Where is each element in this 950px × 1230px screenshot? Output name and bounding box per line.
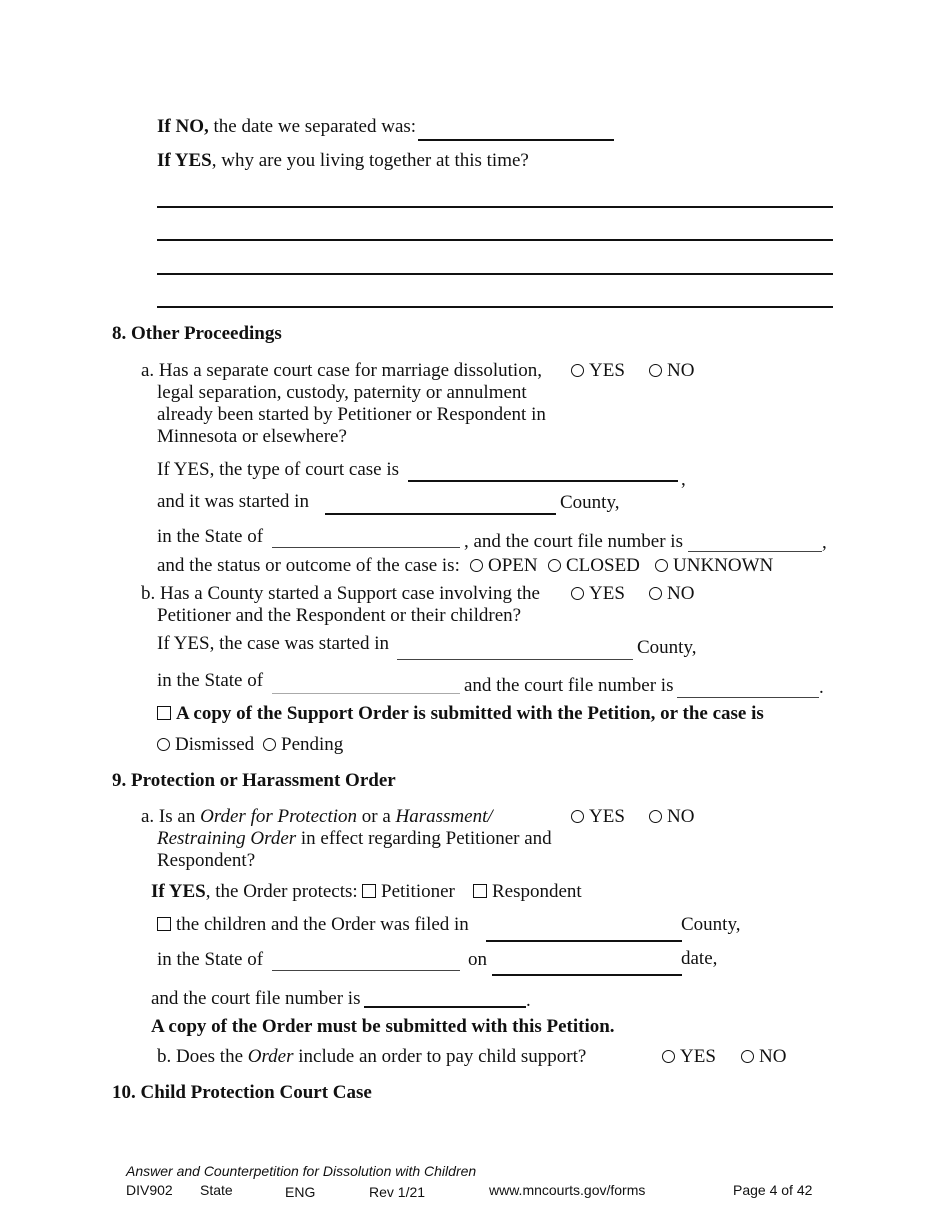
q8b-no-option[interactable]: NO <box>649 583 694 605</box>
support-county-label: County, <box>637 637 697 658</box>
q8a-line-4: Minnesota or elsewhere? <box>157 426 347 447</box>
support-county-field[interactable] <box>397 659 633 660</box>
radio-icon <box>649 364 662 377</box>
footer-form-code: DIV902 <box>126 1182 173 1198</box>
status-open-option[interactable]: OPEN <box>470 555 538 577</box>
state-field[interactable] <box>272 547 460 548</box>
order-file-field[interactable] <box>364 1006 526 1008</box>
status-unknown-option[interactable]: UNKNOWN <box>655 555 773 577</box>
order-protects-label: If YES, the Order protects: <box>151 881 358 902</box>
started-county-field[interactable] <box>325 513 556 515</box>
state-label: in the State of <box>157 526 264 547</box>
q8b-line-2: Petitioner and the Respondent or their children? <box>157 605 522 626</box>
separated-date-field[interactable] <box>418 139 614 141</box>
section-8-heading: 8. Other Proceedings <box>112 323 282 344</box>
file-number-comma: , <box>822 532 827 553</box>
radio-icon <box>157 738 170 751</box>
section-9-heading: 9. Protection or Harassment Order <box>112 770 396 791</box>
footer-revision: Rev 1/21 <box>369 1184 426 1200</box>
q8a-line-1: a. Has a separate court case for marriage dissolution, <box>141 360 542 381</box>
explanation-line-4[interactable] <box>157 306 833 308</box>
radio-icon <box>470 559 483 572</box>
radio-icon <box>571 587 584 600</box>
order-date-label: date, <box>681 948 718 969</box>
explanation-line-2[interactable] <box>157 239 833 241</box>
radio-icon <box>655 559 668 572</box>
support-state-field[interactable] <box>272 693 460 694</box>
protects-respondent-option[interactable]: Respondent <box>473 881 582 903</box>
footer-url[interactable]: www.mncourts.gov/forms <box>489 1182 646 1198</box>
order-state-field[interactable] <box>272 970 460 971</box>
q9a-line-2: Restraining Order in effect regarding Petitioner and <box>157 828 552 849</box>
q9a-no-option[interactable]: NO <box>649 806 694 828</box>
order-date-field[interactable] <box>492 974 682 976</box>
living-together-label: If YES, why are you living together at this time? <box>157 150 529 171</box>
radio-icon <box>571 364 584 377</box>
explanation-line-1[interactable] <box>157 206 833 208</box>
status-label: and the status or outcome of the case is: <box>157 555 460 576</box>
q8a-yes-option[interactable]: YES <box>571 360 625 382</box>
order-county-label: County, <box>681 914 741 935</box>
checkbox-icon <box>362 884 376 898</box>
support-file-period: . <box>819 677 824 698</box>
order-state-label: in the State of <box>157 949 264 970</box>
checkbox-icon <box>157 706 171 720</box>
radio-icon <box>548 559 561 572</box>
county-label: County, <box>560 492 620 513</box>
footer-state: State <box>200 1182 233 1198</box>
q8b-line-1: b. Has a County started a Support case involving the <box>141 583 540 604</box>
status-closed-option[interactable]: CLOSED <box>548 555 640 577</box>
case-type-comma: , <box>681 469 686 490</box>
footer-language: ENG <box>285 1184 316 1200</box>
pending-option[interactable]: Pending <box>263 734 343 756</box>
started-in-label: and it was started in <box>157 491 309 512</box>
q9b-no-option[interactable]: NO <box>741 1046 786 1068</box>
q9a-line-3: Respondent? <box>157 850 256 871</box>
radio-icon <box>741 1050 754 1063</box>
separated-date-label: If NO, the date we separated was: <box>157 116 417 137</box>
q8a-no-option[interactable]: NO <box>649 360 694 382</box>
q9b-yes-option[interactable]: YES <box>662 1046 716 1068</box>
q9a-line-1: a. Is an Order for Protection or a Harassment/ <box>141 806 493 827</box>
section-10-heading: 10. Child Protection Court Case <box>112 1082 372 1103</box>
protects-children-option[interactable]: the children and the Order was filed in <box>157 914 469 936</box>
support-file-label: and the court file number is <box>464 675 674 696</box>
order-county-field[interactable] <box>486 940 682 942</box>
case-type-field[interactable] <box>408 480 678 482</box>
radio-icon <box>571 810 584 823</box>
explanation-line-3[interactable] <box>157 273 833 275</box>
file-number-label: , and the court file number is <box>464 531 683 552</box>
order-on-label: on <box>468 949 487 970</box>
checkbox-icon <box>473 884 487 898</box>
q8b-yes-option[interactable]: YES <box>571 583 625 605</box>
support-started-label: If YES, the case was started in <box>157 633 389 654</box>
radio-icon <box>649 587 662 600</box>
support-file-field[interactable] <box>677 697 819 698</box>
support-order-copy-option[interactable]: A copy of the Support Order is submitted with the Petition, or the case is <box>157 703 764 725</box>
radio-icon <box>662 1050 675 1063</box>
footer-page-number: Page 4 of 42 <box>733 1182 813 1198</box>
order-copy-notice: A copy of the Order must be submitted with this Petition. <box>151 1016 615 1037</box>
q9b-question: b. Does the Order include an order to pay child support? <box>157 1046 587 1067</box>
checkbox-icon <box>157 917 171 931</box>
q8a-line-2: legal separation, custody, paternity or annulment <box>157 382 527 403</box>
q8a-line-3: already been started by Petitioner or Respondent in <box>157 404 546 425</box>
file-number-field[interactable] <box>688 551 822 552</box>
radio-icon <box>263 738 276 751</box>
support-state-label: in the State of <box>157 670 264 691</box>
dismissed-option[interactable]: Dismissed <box>157 734 254 756</box>
q9a-yes-option[interactable]: YES <box>571 806 625 828</box>
protects-petitioner-option[interactable]: Petitioner <box>362 881 455 903</box>
radio-icon <box>649 810 662 823</box>
case-type-label: If YES, the type of court case is <box>157 459 399 480</box>
footer-form-title: Answer and Counterpetition for Dissolution with Children <box>126 1163 477 1179</box>
order-file-label: and the court file number is <box>151 988 361 1009</box>
order-file-period: . <box>526 990 531 1011</box>
